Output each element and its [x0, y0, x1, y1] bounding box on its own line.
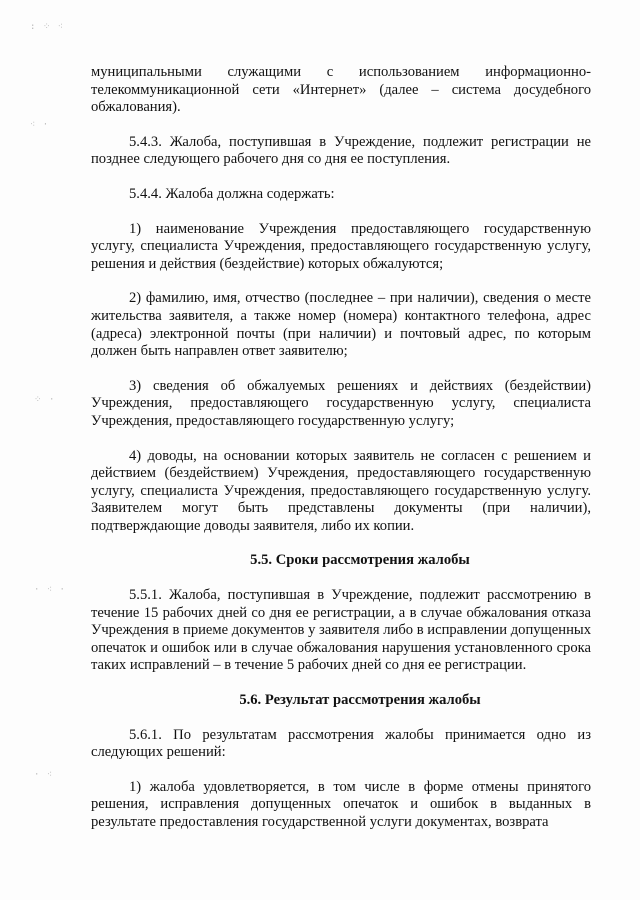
- paragraph-5-4-4: 5.4.4. Жалоба должна содержать:: [129, 185, 335, 202]
- section-heading-5-6: 5.6. Результат рассмотрения жалобы: [239, 692, 481, 709]
- paragraph-continuation: муниципальными служащими с использованием информационно-телекоммуникационной сети «Интернет» (далее – система досудебного обжалования).: [91, 64, 591, 116]
- list-item-4: 4) доводы, на основании которых заявитель не согласен с решением и действием (бездействием) Учреждения, предоставляющего государственную услугу, специалиста Учреждения, предоставляющего государственную услугу. Заявителем могут быть представлены документы (при наличии), подтверждающие доводы заявителя, либо их копии.: [91, 447, 591, 534]
- scan-artifact: ⁖ ·: [30, 120, 50, 130]
- scan-artifact: · ⁖: [34, 770, 54, 780]
- paragraph-5-6-1: 5.6.1. По результатам рассмотрения жалобы принимается одно из следующих решений:: [91, 726, 591, 761]
- list-item-1: 1) наименование Учреждения предоставляющего государственную услугу, специалиста Учреждения, предоставляющего государственную услугу, решения и действия (бездействие) которых обжалуются;: [91, 220, 591, 272]
- list-item-3: 3) сведения об обжалуемых решениях и действиях (бездействии) Учреждения, предоставляющего государственную услугу, специалиста Учреждения, предоставляющего государственную услугу;: [91, 377, 591, 429]
- scan-artifact: ⁘ ·: [34, 395, 56, 405]
- list-item-2: 2) фамилию, имя, отчество (последнее – при наличии), сведения о месте жительства заявителя, а также номер (номера) контактного телефона, адрес (адреса) электронной почты (при наличии) и почтовый адрес, по которым должен быть направлен ответ заявителю;: [91, 290, 591, 360]
- paragraph-5-5-1: 5.5.1. Жалоба, поступившая в Учреждение, подлежит рассмотрению в течение 15 рабочих дней со дня ее регистрации, а в случае обжалования отказа Учреждения в приеме документов у заявителя либо в исправлении допущенных опечаток и ошибок или в случае обжалования нарушения установленного срока таких исправлений – в течение 5 рабочих дней со дня ее регистрации.: [91, 587, 591, 674]
- scan-artifact: · ⁖ ·: [34, 585, 66, 595]
- paragraph-5-4-3: 5.4.3. Жалоба, поступившая в Учреждение, подлежит регистрации не позднее следующего рабочего дня со дня ее поступления.: [91, 133, 591, 168]
- document-body: [91, 64, 591, 832]
- scan-artifact: : ⁘ ⁖: [30, 22, 65, 32]
- decision-item-1: 1) жалоба удовлетворяется, в том числе в форме отмены принятого решения, исправления допущенных опечаток и ошибок в выданных в результате предоставления государственной услуги документах, возврата: [91, 778, 591, 830]
- section-heading-5-5: 5.5. Сроки рассмотрения жалобы: [250, 552, 470, 569]
